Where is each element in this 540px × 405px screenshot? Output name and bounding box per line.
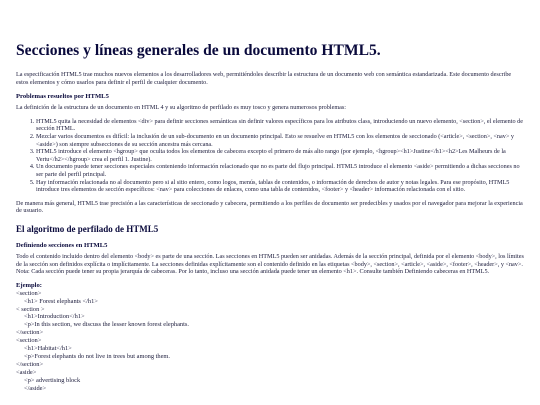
code-line: <p>Forest elephants do not live in trees but among them. <box>24 352 171 360</box>
code-line: <section> <box>16 337 42 345</box>
list-item: 5. Hay información relacionada no al documento pero si al sitio entero, como logos, menús, tablas de contenidos, o información de derechos de autor y notas legales. Para ese propósito, HTML5 introduce tres elementos de sección específicos: <nav> para colecciones de enlaces, como una tabla de contenidos, <footer> y <header> información relacionada con el sitio. <box>36 179 524 194</box>
code-line: <p> advertising block <box>24 376 81 384</box>
list-item: 4. Un documento puede tener secciones especiales conteniendo información relacionado que no es parte del flujo principal. HTML5 introduce el elemento <aside> permitiendo a dichas secciones no ser parte del perfil principal. <box>36 163 524 178</box>
code-line: <h1>Habitat</h1> <box>24 345 72 353</box>
list-item: 1. HTML5 quita la necesidad de elementos <div> para definir secciones semánticas sin definir valores específicos para los atributos class, introduciendo un nuevo elemento, <section>, el elemento de sección HTML. <box>36 118 524 133</box>
page-title: Secciones y líneas generales de un documento HTML5. <box>16 42 381 59</box>
problems-heading: Problemas resueltos por HTML5 <box>16 93 109 101</box>
example-title: Ejemplo: <box>16 281 43 289</box>
define-sections-paragraph: Todo el contenido incluido dentro del elemento <body> es parte de una sección. Las secciones en HTML5 pueden ser anidadas. Además de la sección principal, definida por el elemento <body>, los límites de la sección son definidos explícita o implícitamente. La secciones definidas explícitamente son el contenido definido en las etiquetas <body>, <section>, <article>, <aside>, <footer>, <header>, y <nav>. Nota: Cada sección puede tener su propia jerarquía de cabeceras. Por lo tanto, incluso una sección anidada puede tener un elemento <h1>. Consulte también Definiendo cabeceras en HTML5. <box>16 252 524 276</box>
list-item: 2. Mezclar varios documentos es difícil: la inclusión de un sub-documento en un documento principal. Esto se resuelve en HTML5 con los elementos de seccionado (<article>, <section>, <nav> y <aside>) son siempre subsecciones de su sección ancestra más cercana. <box>36 133 524 148</box>
code-example <box>16 290 524 393</box>
code-line: <section> <box>16 289 42 297</box>
code-line: </section> <box>16 329 44 337</box>
code-line: </aside> <box>24 384 47 392</box>
algorithm-heading: El algoritmo de perfilado de HTML5 <box>16 223 159 234</box>
intro-paragraph: La especificación HTML5 trae muchos nuevos elementos a los desarrolladores web, permitiéndoles describir la estructura de un documento web con semántica estandarizada. Este documento describe estos elementos y cómo usarlos para definir el perfil de cualquier documento. <box>16 71 512 86</box>
list-item: 3. HTML5 introduce el elemento <hgroup> que oculta todos los elementos de cabecera excepto el primero de más alto rango (por ejemplo, <hgroup><h1>Justine</h1><h2>Les Malheurs de la Vertu</h2></hgroup> crea el perfil 1. Justine). <box>36 148 524 163</box>
code-line: </section> <box>16 360 44 368</box>
code-line: <aside> <box>16 368 37 376</box>
problems-intro: La definición de la estructura de un documento en HTML 4 y su algoritmo de perfilado es muy tosco y genera numerosos problemas: <box>16 104 347 112</box>
code-line: <h1> Forest elephants </h1> <box>24 297 98 305</box>
code-line: <h1>Introduction</h1> <box>24 313 85 321</box>
code-line: <p>In this section, we discuss the lesser known forest elephants. <box>24 321 189 329</box>
summary-paragraph: De manera más general, HTML5 trae precisión a las características de seccionado y cabecera, permitiendo a los perfiles de documento ser predecibles y usados por el navegador para mejorar la experiencia de usuario. <box>16 199 523 215</box>
code-line: < section > <box>16 305 45 313</box>
define-sections-heading: Definiendo secciones en HTML5 <box>16 241 108 249</box>
problems-list <box>16 118 524 194</box>
